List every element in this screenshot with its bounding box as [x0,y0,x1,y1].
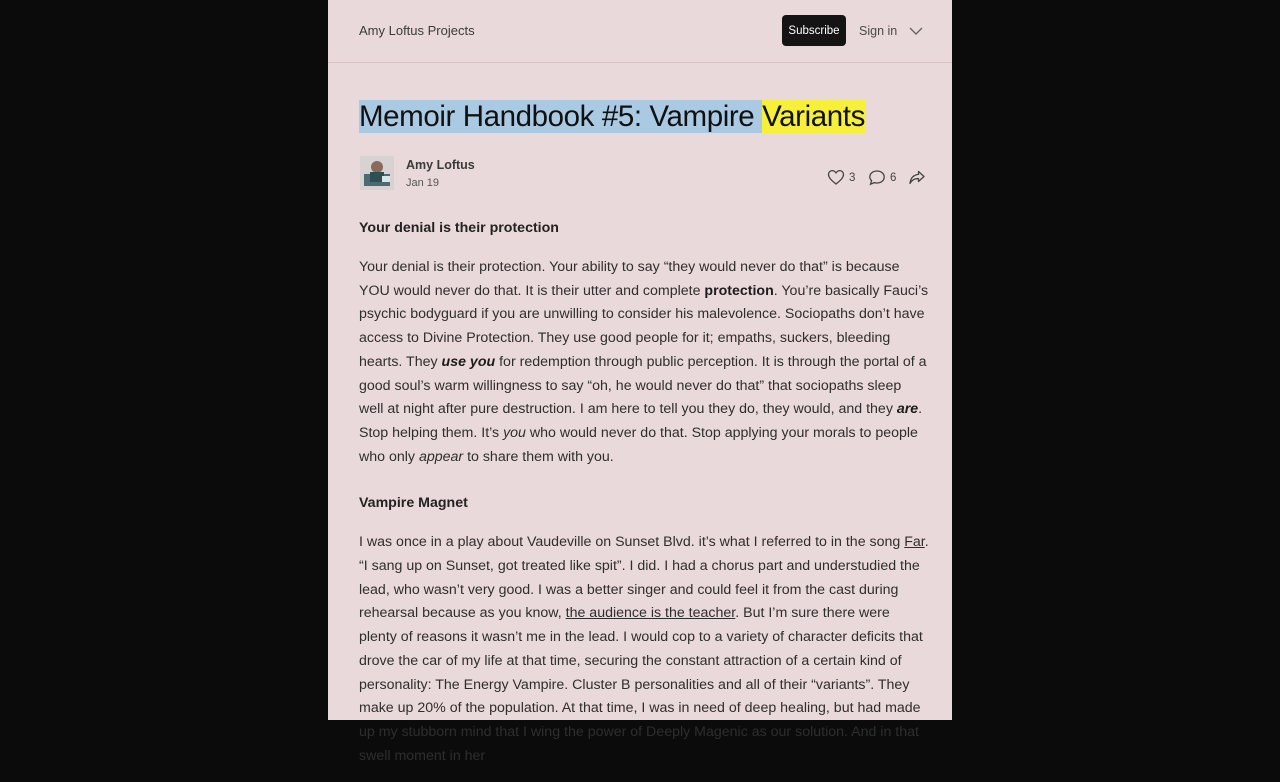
comment-count: 6 [890,171,897,184]
text-run: . “I sang up on Sunset, got treated like spit”. I did. I had a chorus part and understudied the lead, who wasn’t very good. I was a better singer and could feel it from the cast during rehearsal because as you know, [359,534,929,622]
link-audience-teacher[interactable]: the audience is the teacher [565,605,736,622]
publication-name[interactable]: Amy Loftus Projects [359,23,475,38]
sign-in-link[interactable]: Sign in [859,24,898,38]
text-run: for redemption through public perception. It is through the portal of a good soul’s warm willingness to say “oh, he would never do that” that sociopaths sleep well at night after pure destruction. I am here to tell you they do, they would, and they [359,353,927,418]
share-button[interactable] [908,169,926,186]
text-run: . You’re basically Fauci’s psychic bodyguard if you are unwilling to consider his malevolence. Sociopaths don’t have access to Divine Protection. They use good people for it; empaths, suckers, bleeding hearts. They [359,282,929,370]
link-far[interactable]: Far [904,534,925,551]
author-name[interactable]: Amy Loftus [406,158,475,172]
article-body [359,216,929,782]
chevron-down-icon[interactable] [908,24,924,38]
comment-icon [868,169,886,186]
title-highlight-yellow: Variants [762,100,865,133]
post-date: Jan 19 [406,177,440,189]
post-title [359,98,865,136]
subscribe-button[interactable]: Subscribe [782,15,846,46]
bold-text: protection [704,282,774,299]
paragraph-denial [359,256,929,469]
text-run: to share them with you. [463,448,614,465]
top-navbar [328,0,952,63]
like-button[interactable] [827,169,855,186]
comment-button[interactable] [868,169,896,186]
like-count: 3 [849,171,856,184]
bold-italic-text: are [896,401,919,418]
italic-text: appear [418,448,464,465]
text-run: I was once in a play about Vaudeville on Sunset Blvd. it’s what I referred to in the song [359,534,905,551]
section-heading-denial: Your denial is their protection [359,220,559,236]
share-icon [908,169,926,186]
heart-icon [827,169,845,186]
paragraph-vampire-magnet [359,531,929,768]
author-avatar[interactable] [360,156,394,190]
text-run: . But I’m sure there were plenty of reasons it wasn’t me in the lead. I would cop to a variety of character deficits that drove the car of my life at that time, securing the constant attraction of a certain kind of personality: The Energy Vampire. Cluster B personalities and all of their “variants”. They make up 20% of the population. At that time, I was in need of deep healing, but had made up my stubborn mind that I wing the power of Deeply Magenic as our solution. And in that swell moment in her [359,605,923,764]
title-highlight-blue: Memoir Handbook #5: Vampire [359,100,763,133]
section-heading-vampire-magnet: Vampire Magnet [359,495,468,512]
text-run: who would never do that. Stop applying your morals to people who only [359,424,918,465]
text-run: . Stop helping them. It’s [359,401,923,441]
italic-text: you [503,424,526,441]
text-run: Your denial is their protection. Your ability to say “they would never do that” is because YOU would never do that. It is their utter and complete [359,259,900,299]
post-page [328,0,952,764]
bold-italic-text: use you [441,353,496,370]
